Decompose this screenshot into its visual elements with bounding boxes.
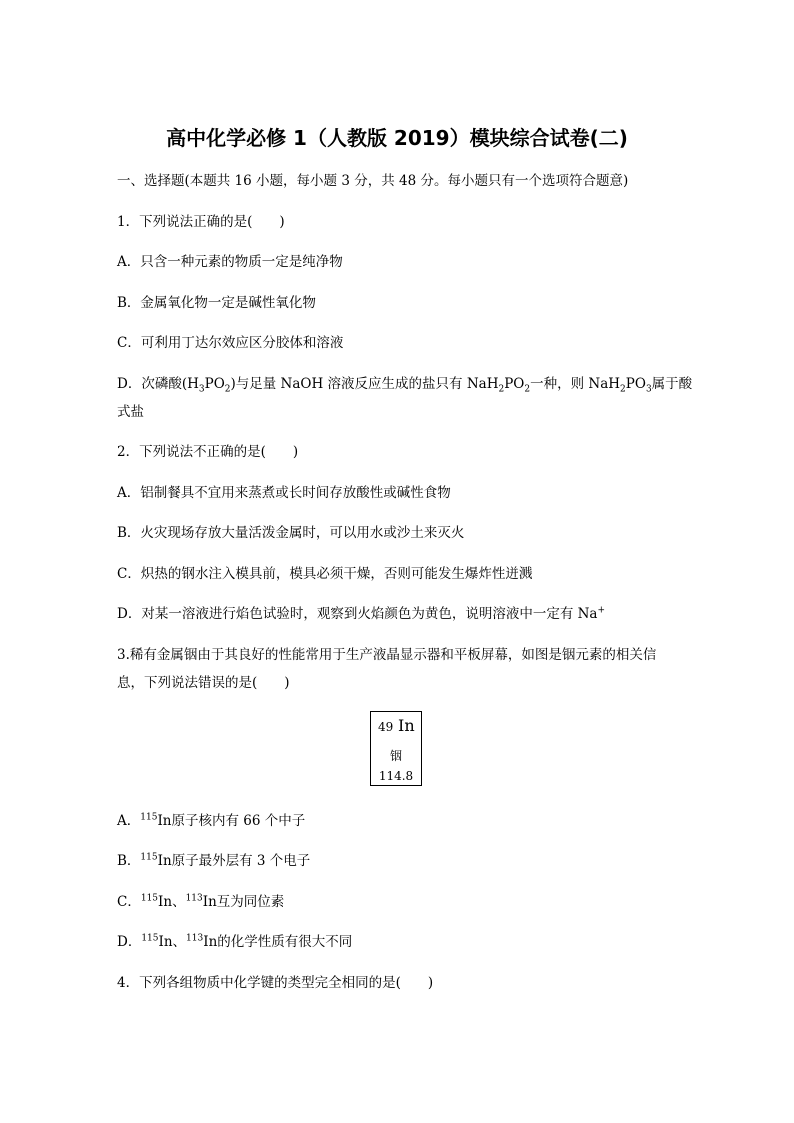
q1-option-b: B．金属氧化物一定是碱性氧化物	[117, 295, 316, 311]
q1-option-a: A．只含一种元素的物质一定是纯净物	[117, 254, 343, 270]
q3-stem-line2: 息，下列说法错误的是( )	[117, 675, 290, 691]
element-symbol: In	[398, 716, 415, 735]
q1-stem: 1．下列说法正确的是( )	[117, 214, 285, 230]
q3-stem-line1: 3.稀有金属铟由于其良好的性能常用于生产液晶显示器和平板屏幕，如图是铟元素的相关信	[117, 647, 657, 663]
q2-option-d: D．对某一溶液进行焰色试验时，观察到火焰颜色为黄色，说明溶液中一定有 Na+	[117, 605, 606, 622]
atomic-number: 49	[378, 720, 394, 734]
q3-option-b: B．$^{115}$In原子最外层有 3 个电子	[117, 852, 311, 869]
element-name: 铟	[389, 749, 402, 763]
q2-option-a: A．铝制餐具不宜用来蒸煮或长时间存放酸性或碱性食物	[117, 485, 451, 501]
element-card-indium	[370, 711, 422, 786]
section-heading: 一、选择题(本题共 16 小题，每小题 3 分，共 48 分。每小题只有一个选项符合题意)	[117, 173, 629, 189]
q4-stem: 4．下列各组物质中化学键的类型完全相同的是( )	[117, 975, 434, 991]
q3-option-d: D．$^{115}$In、$^{113}$In的化学性质有很大不同	[117, 933, 353, 950]
page-title: 高中化学必修 1（人教版 2019）模块综合试卷(二)	[166, 126, 628, 150]
atomic-mass: 114.8	[378, 769, 414, 783]
q1-option-c: C．可利用丁达尔效应区分胶体和溶液	[117, 335, 344, 351]
q1-option-d: D．次磷酸$(H_3PO_2)$与足量 NaOH 溶液反应生成的盐只有 $NaH_2PO_2$一种，则 $NaH_2PO_3$属于酸	[117, 376, 693, 395]
q1-option-d-continued: 式盐	[117, 404, 144, 420]
q2-option-c: C．炽热的钢水注入模具前，模具必须干燥，否则可能发生爆炸性迸溅	[117, 566, 533, 582]
q3-option-c: C．$^{115}$In、$^{113}$In互为同位素	[117, 893, 285, 910]
q2-stem: 2．下列说法不正确的是( )	[117, 444, 299, 460]
q2-option-b: B．火灾现场存放大量活泼金属时，可以用水或沙土来灭火	[117, 525, 465, 541]
q3-option-a: A．$^{115}$In原子核内有 66 个中子	[117, 812, 306, 829]
